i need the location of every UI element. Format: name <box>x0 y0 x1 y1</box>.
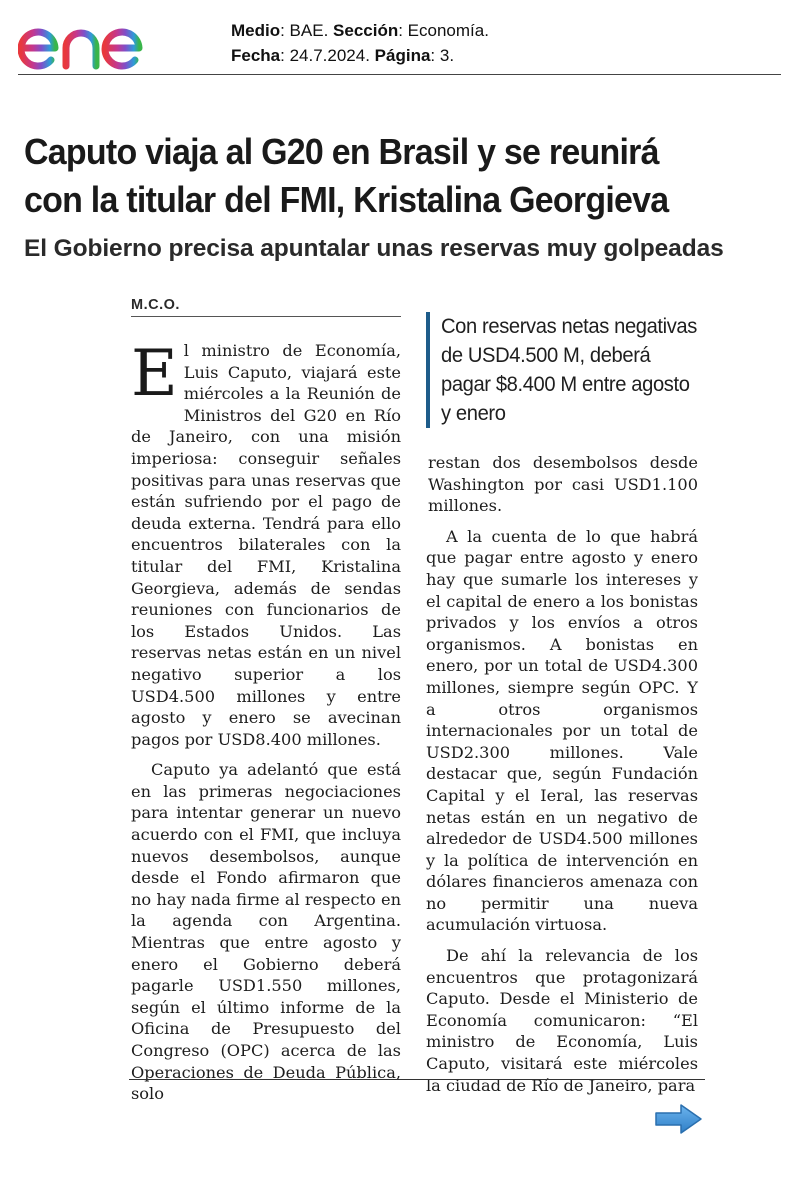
meta-label-pagina: Página <box>374 46 431 65</box>
article-column-1 <box>131 337 401 1105</box>
article-column-2 <box>426 452 698 1096</box>
article-byline: M.C.O. <box>131 297 180 313</box>
paragraph-2: Caputo ya adelantó que está en las primeras negociaciones para intentar generar un nuevo acuerdo con el FMI, que incluya nuevos desembolsos, aunque desde el Fondo afirmaron que no hay nada firme al respecto en la agenda con Argentina. Mientras que entre agosto y enero el Gobierno deberá pagarle USD1.550 millones, según el último informe de la Oficina de Presupuesto del Congreso (OPC) acerca de las Operaciones de Deuda Pública, solo <box>131 760 401 1104</box>
meta-medio: : BAE. <box>280 21 334 40</box>
meta-fecha: : 24.7.2024. <box>280 46 375 65</box>
paragraph-5: De ahí la relevancia de los encuentros que protagonizará Caputo. Desde el Ministerio de Economía comunicaron: “El ministro de Economía, Luis Caputo, visitará este miércoles la ciudad de Río de Janeiro, para <box>426 946 698 1095</box>
pull-quote-text: Con reservas netas negativas de USD4.500 M, deberá pagar $8.400 M entre agosto y enero <box>441 315 697 425</box>
arrow-right-icon[interactable] <box>654 1102 704 1136</box>
paragraph-3: restan dos desembolsos desde Washington por casi USD1.100 millones. <box>428 453 698 516</box>
meta-label-seccion: Sección <box>333 21 399 40</box>
meta-label-medio: Medio <box>231 21 281 40</box>
paragraph-4: A la cuenta de lo que habrá que pagar entre agosto y enero hay que sumarle los intereses y el capital de enero a los bonistas privados y los envíos a otros organismos. A bonistas en enero, por un total de USD4.300 millones, siempre según OPC. Y a otros organismos internacionales por un total de USD2.300 millones. Vale destacar que, según Fundación Capital y el Ieral, las reservas netas están en un negativo de alrededor de USD4.500 millones y la política de intervención en dólares financieros amenaza con no permitir una nueva acumulación virtuosa. <box>426 526 698 935</box>
drop-cap: E <box>131 337 178 411</box>
article-subheadline: El Gobierno precisa apuntalar unas reservas muy golpeadas <box>24 235 724 262</box>
meta-seccion: : Economía. <box>398 21 489 40</box>
pull-quote <box>426 312 701 428</box>
clipping-meta <box>231 18 489 68</box>
paragraph-1 <box>131 337 401 750</box>
meta-line-1 <box>231 18 489 43</box>
meta-line-2 <box>231 43 489 68</box>
footer-divider <box>129 1079 705 1080</box>
enel-logo <box>18 6 194 76</box>
meta-pagina: : 3. <box>430 46 455 65</box>
paragraph-1-text: l ministro de Economía, Luis Caputo, viajará este miércoles a la Reunión de Ministros del G20 en Río de Janeiro, con una misión imperiosa: conseguir señales positivas para unas reservas que están sufriendo por el pago de deuda externa. Tendrá para ello encuentros bilaterales con la titular del FMI, Kristalina Georgieva, además de sendas reuniones con funcionarios de los Estados Unidos. Las reservas netas están en un nivel negativo superior a los USD4.500 millones y entre agosto y enero se avecinan pagos por USD8.400 millones. <box>131 341 401 749</box>
byline-divider <box>131 316 401 317</box>
meta-label-fecha: Fecha <box>231 46 281 65</box>
article-headline: Caputo viaja al G20 en Brasil y se reunirá con la titular del FMI, Kristalina Georgieva <box>24 131 669 220</box>
header-divider <box>18 74 781 75</box>
